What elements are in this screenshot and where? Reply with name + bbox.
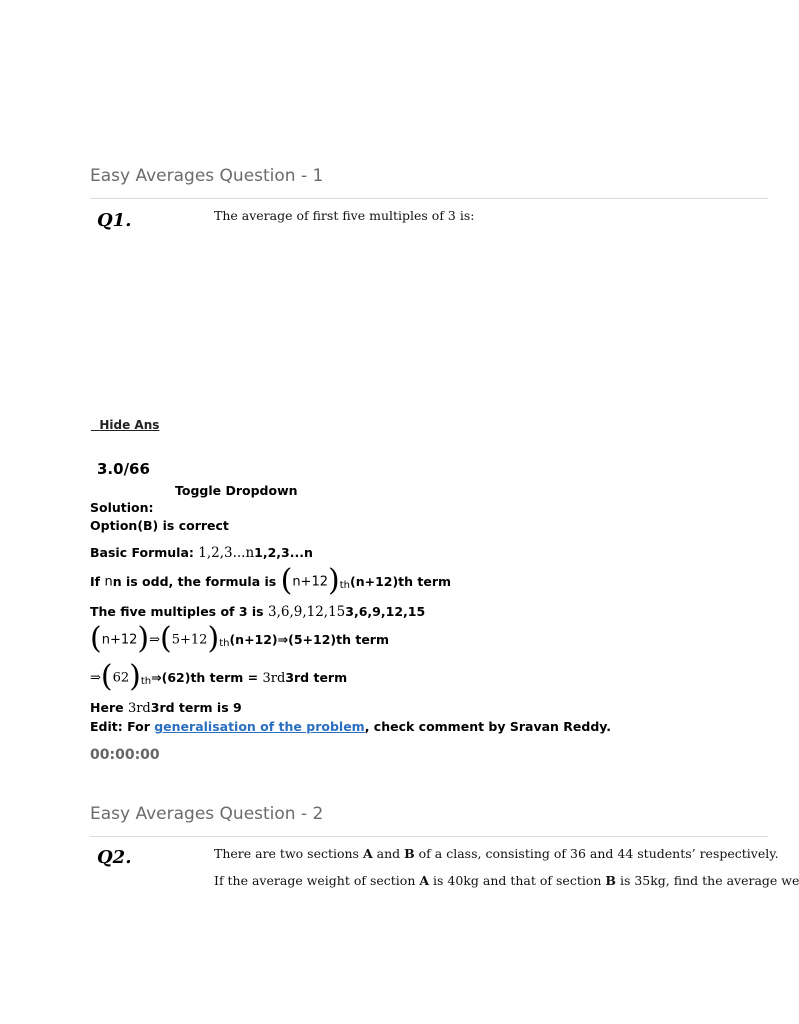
section-title-q1: Easy Averages Question - 1 xyxy=(90,166,324,186)
step-one-line: (n+12)⇒(5+12)th(n+12)⇒(5+12)th term xyxy=(90,620,389,656)
correct-option: Option(B) is correct xyxy=(90,518,229,533)
edit-note: Edit: For generalisation of the problem, check comment by Sravan Reddy. xyxy=(90,719,612,734)
toggle-dropdown-button[interactable]: Toggle Dropdown xyxy=(175,483,298,498)
timer: 00:00:00 xyxy=(90,747,160,763)
question-number: Q1. xyxy=(97,210,132,231)
question-number: Q2. xyxy=(97,847,132,868)
basic-formula-line: Basic Formula: 1,2,3...n1,2,3...n xyxy=(90,545,313,561)
hide-answer-link[interactable]: Hide Ans xyxy=(99,418,160,432)
five-multiples-line: The five multiples of 3 is 3,6,9,12,153,6,9,12,15 xyxy=(90,604,426,620)
question-text: The average of first five multiples of 3 is: xyxy=(214,208,475,223)
score-label: 3.0/66 xyxy=(97,460,150,478)
generalisation-link[interactable]: generalisation of the problem xyxy=(154,719,365,734)
question-text-line-1: There are two sections A and B of a class, consisting of 36 and 44 students’ respectively. xyxy=(214,846,779,861)
question-text-line-2: If the average weight of section A is 40kg and that of section B is 35kg, find the average we xyxy=(214,873,799,888)
step-two-line: ⇒(62)th⇒(62)th term = 3rd3rd term xyxy=(90,658,348,694)
odd-formula-line: If nn is odd, the formula is (n+12)th(n+12)th term xyxy=(90,562,452,598)
section-divider xyxy=(90,836,768,837)
section-divider xyxy=(90,198,768,199)
answer-line: Here 3rd3rd term is 9 xyxy=(90,700,242,716)
section-title-q2: Easy Averages Question - 2 xyxy=(90,804,324,824)
solution-label: Solution: xyxy=(90,500,154,515)
